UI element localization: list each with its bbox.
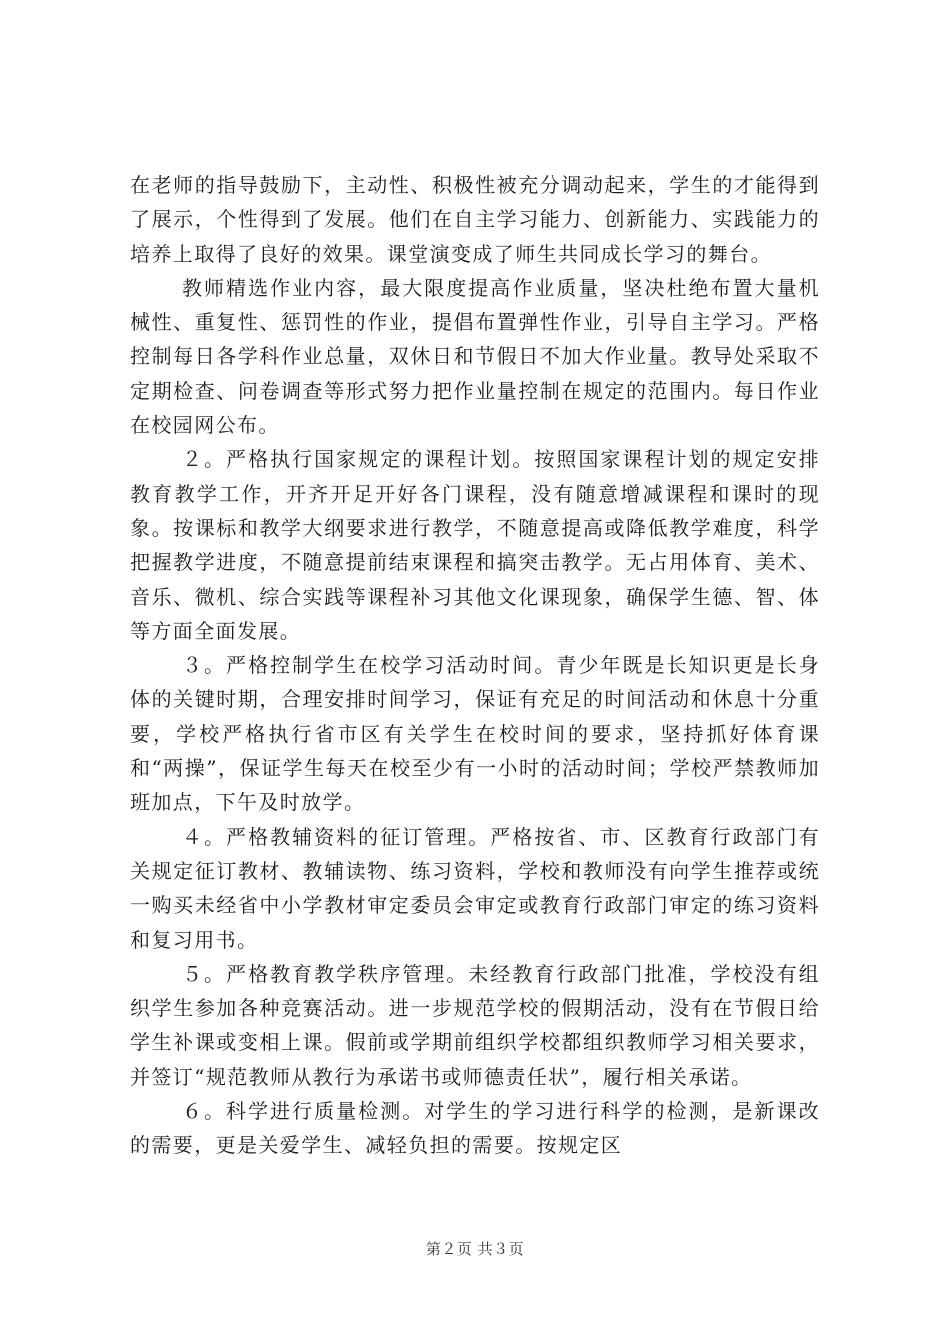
document-body bbox=[130, 168, 820, 1163]
page-number-footer: 第２页 共３页 bbox=[425, 1240, 525, 1258]
paragraph: ４。严格教辅资料的征订管理。严格按省、市、区教育行政部门有关规定征订教材、教辅读物、练习资料，学校和教师没有向学生推荐或统一购买未经省中小学教材审定委员会审定或教育行政部门审定的练习资料和复习用书。 bbox=[130, 824, 820, 952]
paragraph: 在老师的指导鼓励下，主动性、积极性被充分调动起来，学生的才能得到了展示，个性得到了发展。他们在自主学习能力、创新能力、实践能力的培养上取得了良好的效果。课堂演变成了师生共同成长学习的舞台。 bbox=[130, 173, 820, 266]
paragraph: ６。科学进行质量检测。对学生的学习进行科学的检测，是新课改的需要，更是关爱学生、减轻负担的需要。按规定区 bbox=[130, 1099, 820, 1158]
paragraph: ２。严格执行国家规定的课程计划。按照国家课程计划的规定安排教育教学工作，开齐开足开好各门课程，没有随意增减课程和课时的现象。按课标和教学大纲要求进行教学，不随意提高或降低教学难度，科学把握教学进度，不随意提前结束课程和搞突击教学。无占用体育、美术、音乐、微机、综合实践等课程补习其他文化课现象，确保学生德、智、体等方面全面发展。 bbox=[130, 447, 820, 643]
paragraph: ３。严格控制学生在校学习活动时间。青少年既是长知识更是长身体的关键时期，合理安排时间学习，保证有充足的时间活动和休息十分重要，学校严格执行省市区有关学生在校时间的要求，坚持抓好体育课和“两操”，保证学生每天在校至少有一小时的活动时间；学校严禁教师加班加点，下午及时放学。 bbox=[130, 653, 820, 815]
paragraph: 教师精选作业内容，最大限度提高作业质量，坚决杜绝布置大量机械性、重复性、惩罚性的作业，提倡布置弹性作业，引导自主学习。严格控制每日各学科作业总量，双休日和节假日不加大作业量。教导处采取不定期检查、问卷调查等形式努力把作业量控制在规定的范围内。每日作业在校园网公布。 bbox=[130, 275, 820, 438]
paragraph: ５。严格教育教学秩序管理。未经教育行政部门批准，学校没有组织学生参加各种竞赛活动。进一步规范学校的假期活动，没有在节假日给学生补课或变相上课。假前或学期前组织学校都组织教师学习相关要求，并签订“规范教师从教行为承诺书或师德责任状”，履行相关承诺。 bbox=[130, 961, 820, 1089]
